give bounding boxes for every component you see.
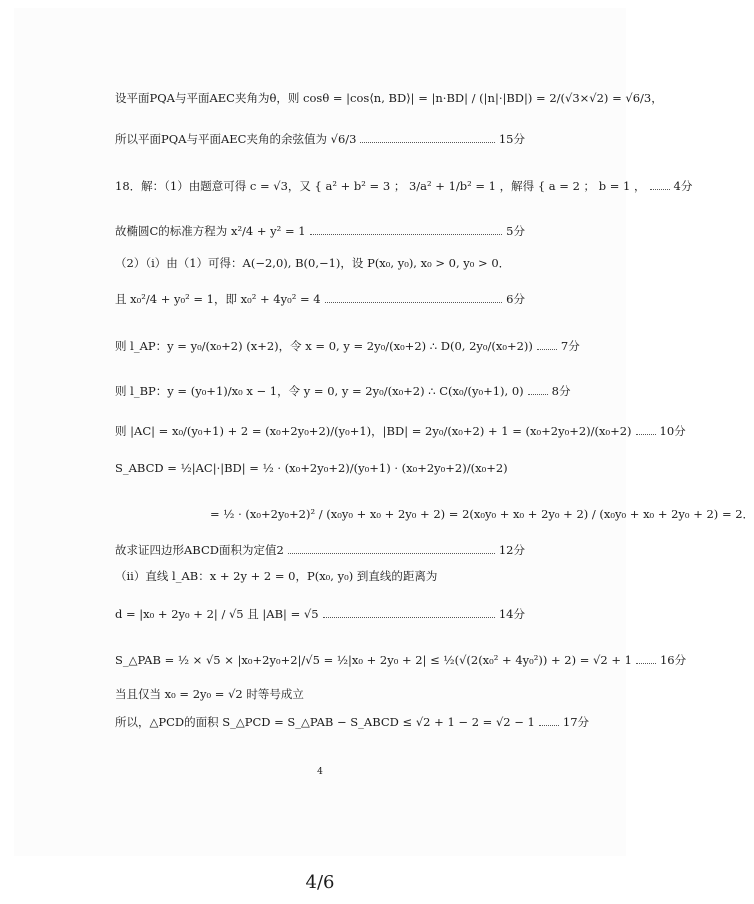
solution-line-text: 18．解：（1）由题意可得 c = √3，又 { a² + b² = 3 ； 3/a² + 1/b² = 1 ，解得 { a = 2 ； b = 1 ， — [115, 179, 646, 193]
score-points: 10分 — [659, 424, 686, 438]
page-number: 4/6 — [305, 872, 335, 893]
score-points: 5分 — [506, 224, 525, 238]
dot-leader — [537, 348, 557, 350]
solution-line — [115, 223, 525, 239]
score-points: 6分 — [506, 292, 525, 306]
solution-line-text: 且 x₀²/4 + y₀² = 1，即 x₀² + 4y₀² = 4 — [115, 292, 321, 306]
dot-leader — [528, 393, 548, 395]
dot-leader — [310, 233, 503, 235]
dot-leader — [325, 301, 503, 303]
solution-line — [115, 568, 525, 584]
solution-line — [115, 338, 580, 354]
dot-leader — [360, 141, 494, 143]
dot-leader — [650, 188, 670, 190]
solution-line-text: 则 l_BP：y = (y₀+1)/x₀ x − 1，令 y = 0, y = 2y₀/(x₀+2) ∴ C(x₀/(y₀+1), 0) — [115, 384, 524, 398]
score-points: 17分 — [562, 715, 590, 729]
solution-line — [115, 652, 687, 668]
solution-line-text: （ii）直线 l_AB：x + 2y + 2 = 0，P(x₀, y₀) 到直线的距离为 — [115, 569, 438, 583]
solution-line — [115, 606, 525, 622]
solution-line — [115, 291, 525, 307]
dot-leader — [288, 552, 495, 554]
solution-line-text: S_ABCD = ½|AC|·|BD| = ½ · (x₀+2y₀+2)/(y₀+1) · (x₀+2y₀+2)/(x₀+2) — [115, 461, 508, 475]
solution-line — [115, 255, 525, 271]
score-points: 4分 — [673, 179, 693, 193]
solution-line — [115, 131, 525, 147]
score-points: 15分 — [498, 132, 525, 146]
solution-line-text: 则 |AC| = x₀/(y₀+1) + 2 = (x₀+2y₀+2)/(y₀+1)，|BD| = 2y₀/(x₀+2) + 1 = (x₀+2y₀+2)/(x₀+2) — [115, 424, 632, 438]
solution-line-text: （2）（i）由（1）可得：A(−2,0), B(0,−1)，设 P(x₀, y₀), x₀ > 0, y₀ > 0． — [115, 256, 511, 270]
solution-line — [115, 423, 686, 439]
score-points: 8分 — [551, 384, 571, 398]
solution-line-text: = ½ · (x₀+2y₀+2)² / (x₀y₀ + x₀ + 2y₀ + 2) = 2(x₀y₀ + x₀ + 2y₀ + 2) / (x₀y₀ + x₀ + 2y₀ + 2) = 2． — [210, 507, 754, 521]
solution-line — [115, 686, 525, 702]
page-number-small: 4 — [317, 767, 323, 777]
solution-line-text: 所以，△PCD的面积 S_△PCD = S_△PAB − S_ABCD ≤ √2 + 1 − 2 = √2 − 1 — [115, 715, 535, 729]
solution-line-text: 故求证四边形ABCD面积为定值2 — [115, 543, 284, 557]
solution-line-text: 设平面PQA与平面AEC夹角为θ，则 cosθ = |cos⟨n, BD⟩| = |n·BD| / (|n|·|BD|) = 2/(√3×√2) = √6/3， — [115, 91, 663, 105]
solution-line-text: d = |x₀ + 2y₀ + 2| / √5 且 |AB| = √5 — [115, 607, 319, 621]
dot-leader — [539, 724, 559, 726]
score-points: 16分 — [659, 653, 687, 667]
solution-line — [115, 542, 525, 558]
dot-leader — [636, 433, 656, 435]
solution-line-text: 故椭圆C的标准方程为 x²/4 + y² = 1 — [115, 224, 306, 238]
solution-line — [115, 90, 663, 106]
solution-line-text: 所以平面PQA与平面AEC夹角的余弦值为 √6/3 — [115, 132, 357, 146]
solution-line-text: 当且仅当 x₀ = 2y₀ = √2 时等号成立 — [115, 687, 304, 701]
solution-line — [115, 714, 590, 730]
solution-line-text: 则 l_AP：y = y₀/(x₀+2) (x+2)，令 x = 0, y = 2y₀/(x₀+2) ∴ D(0, 2y₀/(x₀+2)) — [115, 339, 533, 353]
solution-line — [115, 178, 693, 194]
score-points: 12分 — [498, 543, 525, 557]
score-points: 7分 — [560, 339, 580, 353]
dot-leader — [323, 616, 495, 618]
solution-line — [115, 383, 571, 399]
score-points: 14分 — [498, 607, 525, 621]
dot-leader — [636, 662, 656, 664]
solution-line-text: S_△PAB = ½ × √5 × |x₀+2y₀+2|/√5 = ½|x₀ + 2y₀ + 2| ≤ ½(√(2(x₀² + 4y₀²)) + 2) = √2 + 1 — [115, 653, 632, 667]
solution-line — [210, 506, 754, 522]
solution-line — [115, 460, 525, 476]
